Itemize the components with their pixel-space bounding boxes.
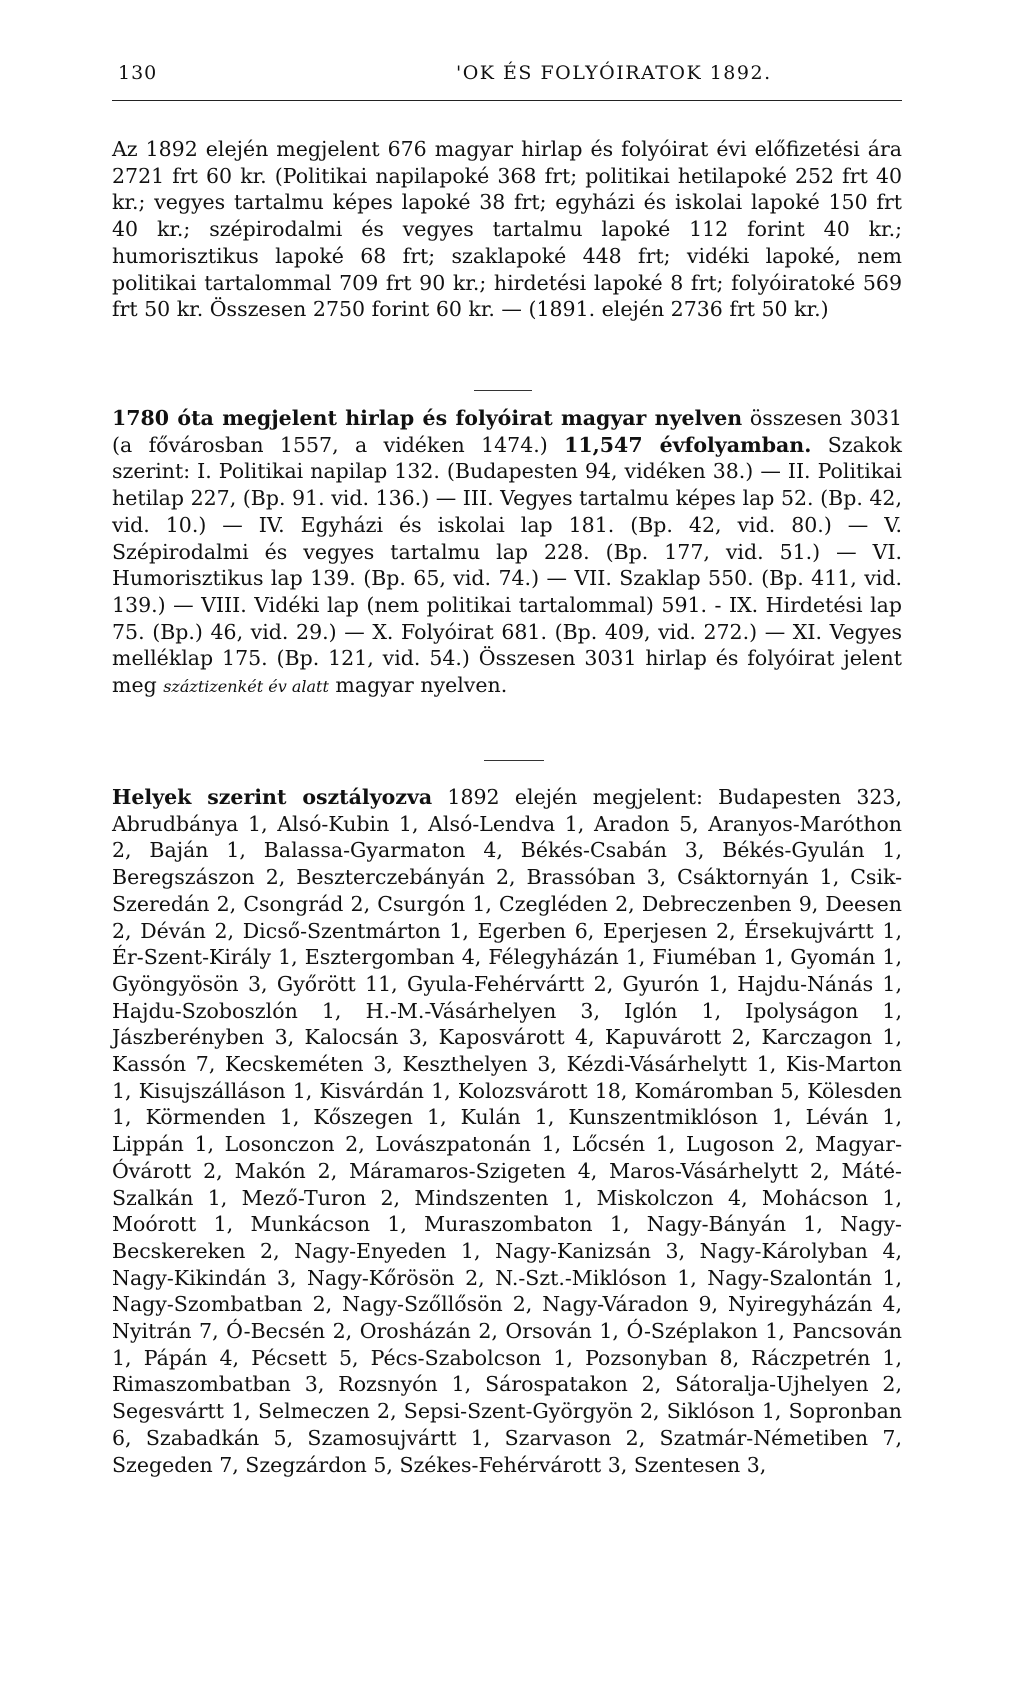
paragraph-subscription-prices xyxy=(112,136,902,323)
paragraph-text: Szakok szerint: I. Politikai napilap 132. (Budapesten 94, vidéken 38.) — II. Politikai hetilap 227, (Bp. 91. vid. 136.) — III. Vegyes tartalmu képes lap 52. (Bp. 42, vid. 10.) — IV. Egyházi és iskolai lap 181. (Bp. 42, vid. 80.) — V. Szépirodalmi és vegyes tartalmu lap 228. (Bp. 177, vid. 51.) — VI. Humorisztikus lap 139. (Bp. 65, vid. 74.) — VII. Szaklap 550. (Bp. 411, vid. 139.) — VIII. Vidéki lap (nem politikai tartalommal) 591. - IX. Hirdetési lap 75. (Bp.) 46, vid. 29.) — X. Folyóirat 681. (Bp. 409, vid. 272.) — XI. Vegyes melléklap 175. (Bp. 121, vid. 54.) Összesen 3031 hirlap és folyóirat jelent meg xyxy=(112,432,902,698)
paragraph-lead: 1780 óta megjelent hirlap és folyóirat magyar nyelven xyxy=(112,406,743,430)
paragraph-lead: Helyek szerint osztályozva xyxy=(112,785,433,809)
paragraph-text: 1892 elején megjelent: Budapesten 323, Abrudbánya 1, Alsó-Kubin 1, Alsó-Lendva 1, Aradon 5, Aranyos-Maróthon 2, Baján 1, Balassa-Gyarmaton 4, Békés-Csabán 3, Békés-Gyulán 1, Beregszászon 2, Beszterczebányán 2, Brassóban 3, Csáktornyán 1, Csik-Szeredán 2, Csongrád 2, Csurgón 1, Czegléden 2, Debreczenben 9, Deesen 2, Déván 2, Dicső-Szentmárton 1, Egerben 6, Eperjesen 2, Érsekujvártt 1, Ér-Szent-Király 1, Esztergomban 4, Félegyházán 1, Fiuméban 1, Gyomán 1, Gyöngyösön 3, Győrött 11, Gyula-Fehérvártt 2, Gyurón 1, Hajdu-Nánás 1, Hajdu-Szoboszlón 1, H.-M.-Vásárhelyen 3, Iglón 1, Ipolyságon 1, Jászberényben 3, Kalocsán 3, Kaposvárott 4, Kapuvárott 2, Karczagon 1, Kassón 7, Kecskeméten 3, Keszthelyen 3, Kézdi-Vásárhelytt 1, Kis-Marton 1, Kisujszálláson 1, Kisvárdán 1, Kolozsvárott 18, Komáromban 5, Kölesden 1, Körmenden 1, Kőszegen 1, Kulán 1, Kunszentmiklóson 1, Léván 1, Lippán 1, Losonczon 2, Lovászpatonán 1, Lőcsén 1, Lugoson 2, Magyar-Óvárott 2, Makón 2, Máramaros-Szigeten 4, Maros-Vásárhelytt 2, Máté-Szalkán 1, Mező-Turon 2, Mindszenten 1, Miskolczon 4, Mohácson 1, Moórott 1, Munkácson 1, Muraszombaton 1, Nagy-Bányán 1, Nagy-Becskereken 2, Nagy-Enyeden 1, Nagy-Kanizsán 3, Nagy-Károlyban 4, Nagy-Kikindán 3, Nagy-Kőrösön 2, N.-Szt.-Miklóson 1, Nagy-Szalontán 1, Nagy-Szombatban 2, Nagy-Szőllősön 2, Nagy-Váradon 9, Nyiregyházán 4, Nyitrán 7, Ó-Becsén 2, Orosházán 2, Orsován 1, Ó-Széplakon 1, Pancsován 1, Pápán 4, Pécsett 5, Pécs-Szabolcson 1, Pozsonyban 8, Ráczpetrén 1, Rimaszombatban 3, Rozsnyón 1, Sárospatakon 2, Sátoralja-Ujhelyen 2, Segesvártt 1, Selmeczen 2, Sepsi-Szent-Györgyön 2, Siklóson 1, Sopronban 6, Szabadkán 5, Szamosujvártt 1, Szarvason 2, Szatmár-Németiben 7, Szegeden 7, Szegzárdon 5, Székes-Fehérvárott 3, Szentesen 3, xyxy=(112,785,902,1477)
running-title: 'OK ÉS FOLYÓIRATOK 1892. xyxy=(456,62,772,84)
paragraph-text: összesen 3031 (a fővárosban 1557, a vidéken 1474.) xyxy=(112,406,902,457)
paragraph-by-location xyxy=(112,784,902,1478)
paragraph-publications-since-1780 xyxy=(112,405,902,701)
header-rule xyxy=(112,100,902,101)
paragraph-italic: száztizenkét év alatt xyxy=(163,677,329,697)
page-number: 130 xyxy=(118,62,158,84)
paragraph-text: Az 1892 elején megjelent 676 magyar hirlap és folyóirat évi előfizetési ára 2721 frt 60 kr. (Politikai napilapoké 368 frt; politikai hetilapoké 252 frt 40 kr.; vegyes tartalmu képes lapoké 38 frt; egyházi és iskolai lapoké 150 frt 40 kr.; szépirodalmi és vegyes tartalmu lapoké 112 forint 40 kr.; humorisztikus lapoké 68 frt; szaklapoké 448 frt; vidéki lapoké, nem politikai tartalommal 709 frt 90 kr.; hirdetési lapoké 8 frt; folyóiratoké 569 frt 50 kr. Összesen 2750 forint 60 kr. — (1891. elején 2736 frt 50 kr.) xyxy=(112,137,902,322)
section-separator xyxy=(484,760,544,761)
paragraph-text: magyar nyelven. xyxy=(328,673,508,698)
paragraph-emphasis: 11,547 évfolyamban. xyxy=(564,432,812,457)
section-separator xyxy=(474,390,532,391)
